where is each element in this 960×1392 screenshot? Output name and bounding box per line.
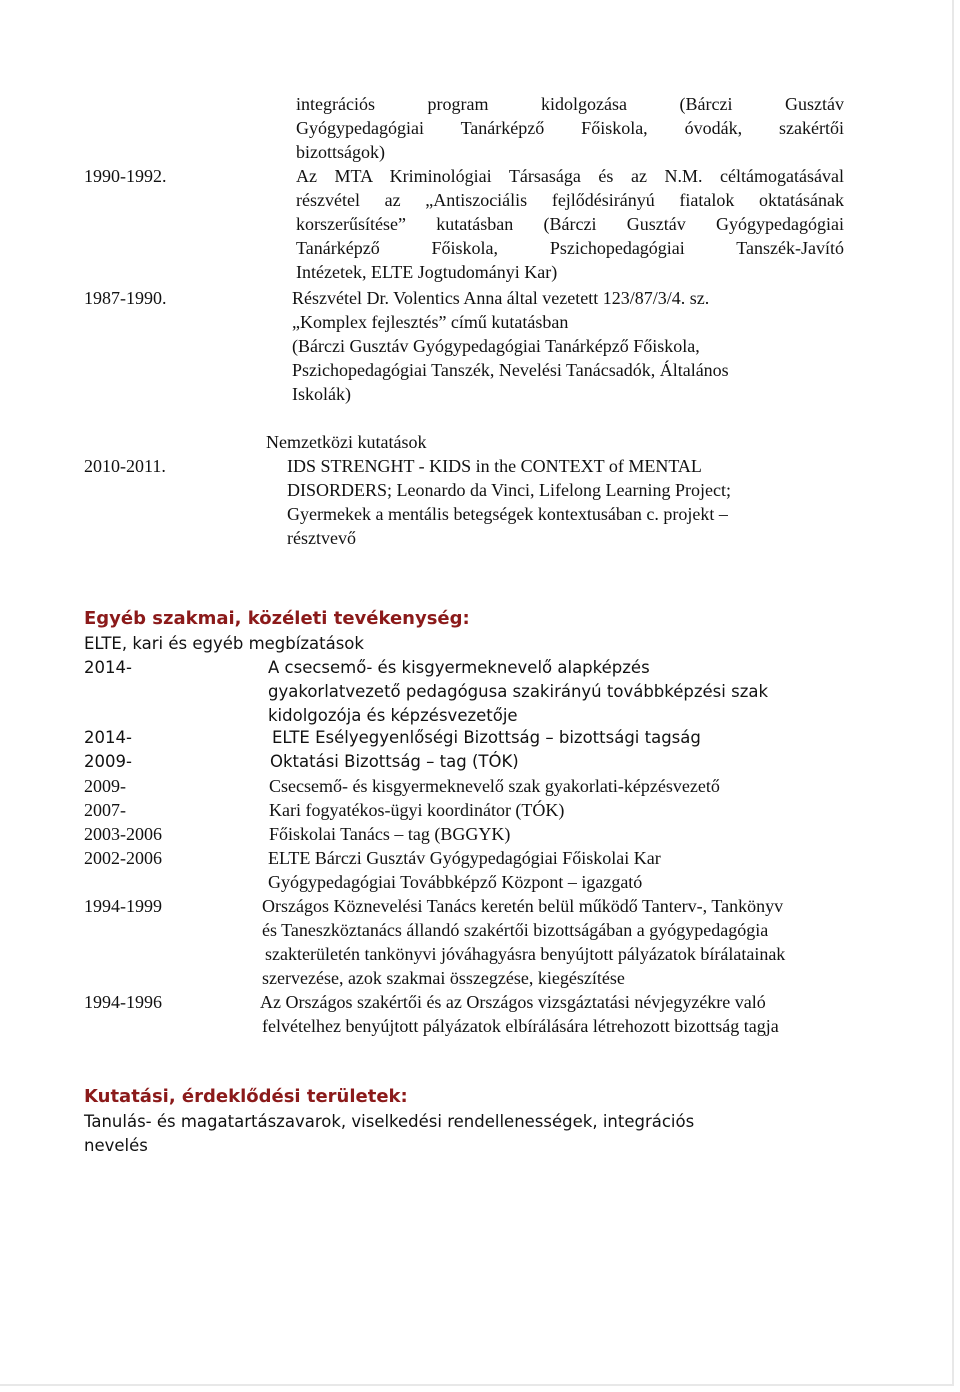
entry-line: IDS STRENGHT - KIDS in the CONTEXT of MENTAL xyxy=(287,456,702,476)
intro-block xyxy=(296,92,844,164)
entry-year: 2010-2011. xyxy=(84,456,166,476)
activity-line: kidolgozója és képzésvezetője xyxy=(268,706,518,725)
activity-line: és Taneszköztanács állandó szakértői bizottságában a gyógypedagógia xyxy=(262,920,769,940)
entry-line: Pszichopedagógiai Tanszék, Nevelési Tanácsadók, Általános xyxy=(292,360,729,380)
activity-line: Az Országos szakértői és az Országos vizsgáztatási névjegyzékre való xyxy=(260,992,766,1012)
activity-text xyxy=(260,990,779,1038)
entry-text xyxy=(292,286,729,406)
section-heading: Kutatási, érdeklődési területek: xyxy=(84,1086,408,1107)
activity-year: 2014- xyxy=(84,658,132,677)
activity-year: 2002-2006 xyxy=(84,848,162,868)
activity-year: 2009- xyxy=(84,752,132,771)
activity-line: A csecsemő- és kisgyermeknevelő alapképzés xyxy=(268,658,650,677)
intro-line: Gyógypedagógiai Tanárképző Főiskola, óvodák, szakértői xyxy=(296,118,844,138)
activity-line: ELTE Esélyegyenlőségi Bizottság – bizottsági tagság xyxy=(272,728,701,747)
activity-line: Kari fogyatékos-ügyi koordinátor (TÓK) xyxy=(269,800,565,820)
activity-year: 1994-1996 xyxy=(84,992,162,1012)
activity-line: Országos Köznevelési Tanács keretén belül működő Tanterv-, Tankönyv xyxy=(262,896,784,916)
activity-line: Főiskolai Tanács – tag (BGGYK) xyxy=(269,824,511,844)
entry-line: Gyermekek a mentális betegségek kontextusában c. projekt – xyxy=(287,504,728,524)
activity-text xyxy=(262,894,785,990)
activity-line: Oktatási Bizottság – tag (TÓK) xyxy=(270,752,519,771)
entry-text xyxy=(287,454,731,550)
activity-text xyxy=(268,846,661,894)
entry-line: (Bárczi Gusztáv Gyógypedagógiai Tanárképző Főiskola, xyxy=(292,336,700,356)
entry-line: részvétel az „Antiszociális fejlődésirányú fiatalok oktatásának xyxy=(296,190,844,210)
interests-text xyxy=(84,1110,694,1158)
interests-line: nevelés xyxy=(84,1136,148,1155)
entry-line: Részvétel Dr. Volentics Anna által vezetett 123/87/3/4. sz. xyxy=(292,288,710,308)
activity-year: 2003-2006 xyxy=(84,824,162,844)
activity-line: felvételhez benyújtott pályázatok elbírálására létrehozott bizottság tagja xyxy=(262,1016,779,1036)
entry-line: DISORDERS; Leonardo da Vinci, Lifelong Learning Project; xyxy=(287,480,731,500)
interests-line: Tanulás- és magatartászavarok, viselkedési rendellenességek, integrációs xyxy=(84,1112,695,1131)
entry-line: Iskolák) xyxy=(292,384,351,404)
activity-year: 2007- xyxy=(84,800,126,820)
entry-year: 1990-1992. xyxy=(84,166,167,186)
activity-line: gyakorlatvezető pedagógusa szakirányú továbbképzési szak xyxy=(268,682,769,701)
section-heading: Egyéb szakmai, közéleti tevékenység: xyxy=(84,608,470,629)
activity-text xyxy=(268,656,768,728)
international-title: Nemzetközi kutatások xyxy=(266,432,427,452)
entry-line: Tanárképző Főiskola, Pszichopedagógiai Tanszék-Javító xyxy=(296,238,844,258)
entry-line: Intézetek, ELTE Jogtudományi Kar) xyxy=(296,262,558,282)
intro-line: bizottságok) xyxy=(296,142,385,162)
entry-line: korszerűsítése” kutatásban (Bárczi Gusztáv Gyógypedagógiai xyxy=(296,214,844,234)
activity-line: szervezése, azok szakmai összegzése, kiegészítése xyxy=(262,968,625,988)
activity-year: 1994-1999 xyxy=(84,896,162,916)
activity-line: szakterületén tankönyvi jóváhagyásra benyújtott pályázatok bírálatainak xyxy=(265,944,786,964)
activity-line: Gyógypedagógiai Továbbképző Központ – igazgató xyxy=(268,872,643,892)
intro-line: integrációs program kidolgozása (Bárczi Gusztáv xyxy=(296,94,844,114)
entry-line: résztvevő xyxy=(287,528,356,548)
entry-year: 1987-1990. xyxy=(84,288,167,308)
activity-line: ELTE Bárczi Gusztáv Gyógypedagógiai Főiskolai Kar xyxy=(268,848,661,868)
entry-line: Az MTA Kriminológiai Társasága és az N.M. céltámogatásával xyxy=(296,166,844,186)
entry-line: „Komplex fejlesztés” című kutatásban xyxy=(292,312,569,332)
section-subheading: ELTE, kari és egyéb megbízatások xyxy=(84,634,364,653)
activity-year: 2009- xyxy=(84,776,126,796)
activity-line: Csecsemő- és kisgyermeknevelő szak gyakorlati-képzésvezető xyxy=(269,776,720,796)
entry-text xyxy=(296,164,844,284)
activity-year: 2014- xyxy=(84,728,132,747)
